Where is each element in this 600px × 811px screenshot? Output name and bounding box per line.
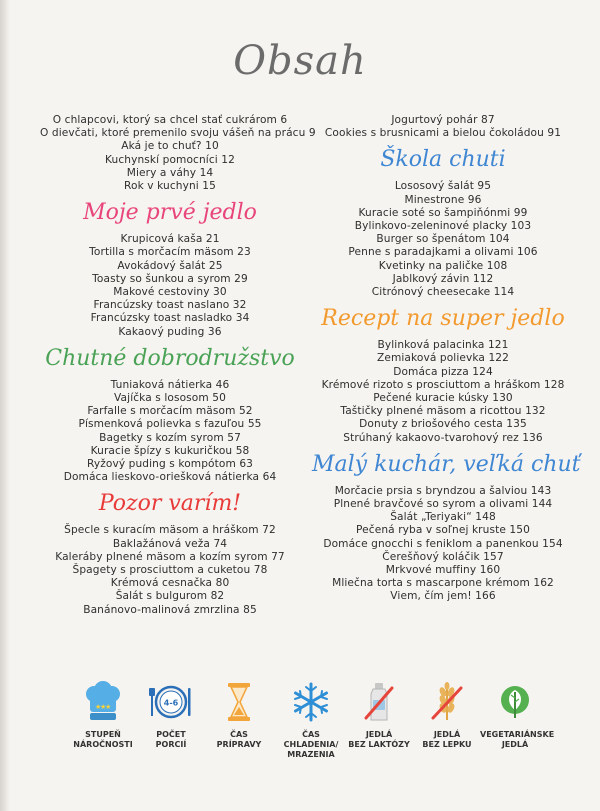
toc-entry: Jablkový závin 112 [392,272,494,285]
toc-entry: Francúzsky toast naslano 32 [93,299,247,312]
toc-entry: Kvetinky na paličke 108 [378,259,508,272]
legend-difficulty [68,680,138,750]
icon-legend [68,680,555,780]
toc-entry: Burger so špenátom 104 [376,233,510,246]
section-heading: Pozor varím! [98,491,242,517]
toc-entry: Mliečna torta s mascarpone krémom 162 [332,577,554,590]
toc-entry: Taštičky plnené mäsom a ricottou 132 [340,405,546,418]
toc-entry: Tuniaková nátierka 46 [110,378,230,391]
toc-entry: Vajíčka s lososom 50 [114,392,226,405]
legend-lactose-free [344,680,414,750]
toc-entry: Banánovo-malinová zmrzlina 85 [83,603,257,616]
toc-entry: O dievčati, ktoré premenilo svoju vášeň na prácu 9 [40,127,316,140]
page-binding-shadow [0,0,10,811]
toc-entry: Krémové rizoto s prosciuttom a hráškom 128 [321,378,565,391]
legend-cooling-time [276,680,346,760]
snowflake-icon [289,680,333,724]
toc-entry: Cookies s brusnicami a bielou čokoládou 91 [324,127,562,140]
toc-entry: Lososový šalát 95 [394,180,492,193]
svg-text:★: ★ [95,703,102,711]
toc-entry: Miery a váhy 14 [126,166,214,179]
toc-entry: Penne s paradajkami a olivami 106 [348,246,538,259]
leaf-icon [493,680,537,724]
toc-entry: Mrkvové muffiny 160 [385,564,501,577]
toc-entry: Špagety s prosciuttom a cuketou 78 [72,564,268,577]
section-heading: Chutné dobrodružstvo [45,345,295,371]
toc-entry: Minestrone 96 [404,193,482,206]
toc-entry: Jogurtový pohár 87 [391,114,495,126]
toc-entry: Plnené bravčové so syrom a olivami 144 [333,498,553,511]
toc-entry: Citrónový cheesecake 114 [371,286,515,299]
toc-entry: Zemiaková polievka 122 [376,352,509,365]
hourglass-icon [217,680,261,724]
legend-gluten-free [412,680,482,750]
plate-cutlery-icon [149,680,193,724]
toc-left-column [40,114,316,617]
legend-label: ČAS CHLADENIA/ MRAZENIA [283,730,339,759]
toc-entry: Domáca lieskovo-oriešková nátierka 64 [63,471,277,484]
legend-label: ČAS PRÍPRAVY [216,730,262,749]
svg-text:★: ★ [100,703,107,711]
toc-entry: Písmenková polievka s fazuľou 55 [78,418,262,431]
legend-label: STUPEŇ NÁROČNOSTI [73,730,133,749]
toc-entry: Krémová cesnačka 80 [110,577,230,590]
toc-entry: Šalát „Teriyaki“ 148 [390,511,496,524]
toc-entry: Šalát s bulgurom 82 [115,590,225,603]
svg-text:★: ★ [105,703,112,711]
section-heading: Recept na super jedlo [321,306,565,332]
no-milk-icon [357,680,401,724]
legend-label: JEDLÁ BEZ LAKTÓZY [348,730,410,749]
legend-label: VEGETARIÁNSKE JEDLÁ [480,730,555,749]
toc-entry: Farfalle s morčacím mäsom 52 [87,405,253,418]
toc-entry: Kuracie soté so šampiňónmi 99 [358,206,528,219]
toc-entry: Makové cestoviny 30 [113,286,227,299]
toc-entry: Špecle s kuracím mäsom a hráškom 72 [64,524,276,537]
toc-entry: Morčacie prsia s bryndzou a šalviou 143 [334,484,552,497]
section-heading: Moje prvé jedlo [83,200,257,226]
toc-entry: Toasty so šunkou a syrom 29 [92,272,248,285]
toc-entry: Tortilla s morčacím mäsom 23 [89,246,251,259]
toc-entry: Krupicová kaša 21 [120,233,220,246]
toc-entry: Kakaový puding 36 [118,325,222,338]
toc-entry: Pečené kuracie kúsky 130 [373,392,513,405]
legend-vegetarian [480,680,555,750]
toc-entry: Pečená ryba v soľnej kruste 150 [356,524,530,537]
toc-entry: Bylinkovo-zeleninové placky 103 [354,220,532,233]
legend-prep-time [204,680,274,750]
toc-right-column [312,114,581,604]
chef-hat-stars-icon [81,680,125,724]
toc-entry: Domáce gnocchi s feniklom a panenkou 154 [323,537,563,550]
toc-entry: Strúhaný kakaovo-tvarohový rez 136 [343,431,543,444]
toc-entry: Rok v kuchyni 15 [124,180,216,193]
toc-entry: Bagetky s kozím syrom 57 [99,431,241,444]
toc-entry: Francúzsky toast nasladko 34 [90,312,250,325]
toc-entry: Kuchynskí pomocníci 12 [105,153,235,166]
page-title: Obsah [233,38,367,84]
toc-entry: Baklažánová veža 74 [112,537,228,550]
toc-entry: Bylinková palacinka 121 [377,339,509,352]
toc-entry: Avokádový šalát 25 [117,259,223,272]
toc-entry: Čerešňový koláčik 157 [382,550,504,563]
legend-label: POČET PORCIÍ [155,730,187,749]
toc-entry: Kaleráby plnené mäsom a kozím syrom 77 [55,550,285,563]
toc-entry: Aká je to chuť? 10 [121,140,219,153]
section-heading: Škola chuti [380,147,506,173]
no-wheat-icon [425,680,469,724]
toc-entry: O chlapcovi, ktorý sa chcel stať cukrárom 6 [52,114,288,126]
legend-label: JEDLÁ BEZ LEPKU [422,730,472,749]
toc-entry: Donuty z briošového cesta 135 [359,418,527,431]
legend-servings [136,680,206,750]
toc-entry: Domáca pizza 124 [393,365,493,378]
toc-entry: Kuracie špízy s kukuričkou 58 [90,444,250,457]
section-heading: Malý kuchár, veľká chuť [312,451,581,477]
toc-entry: Viem, čím jem! 166 [390,590,496,603]
toc-entry: Ryžový puding s kompótom 63 [86,458,254,471]
servings-icon-text: 4-6 [163,698,179,708]
